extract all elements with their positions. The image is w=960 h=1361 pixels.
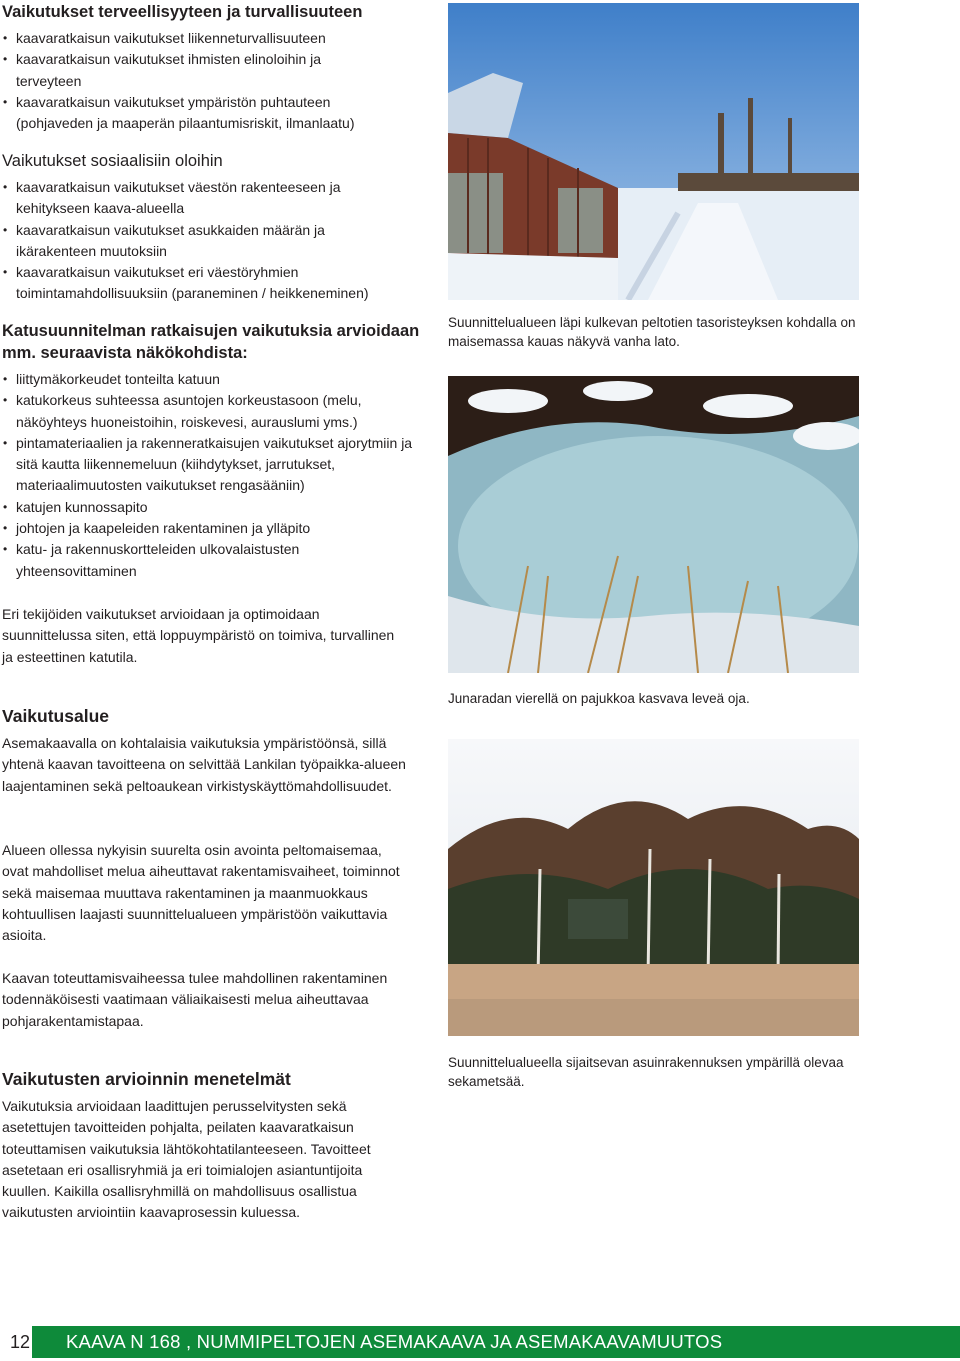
section-heading-impact-area: Vaikutusalue xyxy=(2,706,109,726)
section-heading-methods: Vaikutusten arvioinnin menetelmät xyxy=(2,1069,291,1089)
street-plan-paragraph: Eri tekijöiden vaikutukset arvioidaan ja optimoidaan suunnittelussa siten, että loppuympäristö on toimiva, turvallinen ja esteettinen katutila. xyxy=(2,606,395,665)
list-item: • katukorkeus suhteessa asuntojen korkeustasoon (melu, näköyhteys huoneistoihin, roiskevesi, aurauslumi yms.) xyxy=(2,390,391,433)
list-item: • kaavaratkaisun vaikutukset asukkaiden määrän ja ikärakenteen muutoksiin xyxy=(2,220,361,263)
list-item: • kaavaratkaisun vaikutukset eri väestöryhmien toimintamahdollisuuksiin (paraneminen / heikkeneminen) xyxy=(2,262,416,305)
section-heading-street-plan: Katusuunnitelman ratkaisujen vaikutuksia arvioidaan mm. seuraavista näkökohdista: xyxy=(2,322,420,362)
health-safety-list xyxy=(2,28,412,134)
list-item: • kaavaratkaisun vaikutukset ihmisten elinoloihin ja terveyteen xyxy=(2,49,371,92)
photo-caption: Junaradan vierellä on pajukkoa kasvava leveä oja. xyxy=(448,691,750,706)
impact-area-paragraph: Asemakaavalla on kohtalaisia vaikutuksia ympäristöönsä, sillä yhtenä kaavan tavoitteena on selvittää Lankilan työpaikka-alueen laajentaminen sekä peltoaukean virkistyskäyttömahdollisuudet. xyxy=(2,735,406,794)
methods-paragraph: Vaikutuksia arvioidaan laadittujen perusselvitysten sekä asetettujen tavoitteiden pohjalta, peilaten kaavaratkaisun toteuttamisen vaikutuksia lähtökohtatilanteeseen. Tavoitteet asetetaan eri osallisryhmiä ja eri toimialojen asiantuntijoita kuullen. Kaikilla osallisryhmillä on mahdollisuus osallistua vaikutusten arviointiin kaavaprosessin kuluessa. xyxy=(2,1098,371,1221)
photo-ditch xyxy=(448,376,859,673)
page-number: 12 xyxy=(9,1332,30,1352)
footer-bar xyxy=(32,1326,960,1358)
photo-caption: Suunnittelualueen läpi kulkevan peltotien tasoristeyksen kohdalla on maisemassa kauas näkyvä vanha lato. xyxy=(448,315,856,349)
list-item: • liittymäkorkeudet tonteilta katuun xyxy=(2,369,412,390)
impact-area-paragraph: Alueen ollessa nykyisin suurelta osin avointa peltomaisemaa, ovat mahdolliset melua aiheuttavat rakentamisvaiheet, toiminnot sekä maisemaa muuttava rakentaminen ja maanmuokkaus kohtuullisen laajasti suunnittelualueen ympäristöön vaikuttavia asioita. xyxy=(2,842,400,944)
photo-forest xyxy=(448,739,859,1036)
list-item: • pintamateriaalien ja rakenneratkaisujen vaikutukset ajorytmiin ja sitä kautta liikennemeluun (kiihdytykset, jarrutukset, materiaalimuutosten vaikutukset rengasääniin) xyxy=(2,433,426,497)
photo-barn xyxy=(448,3,859,300)
list-item: • katu- ja rakennuskortteleiden ulkovalaistusten yhteensovittaminen xyxy=(2,539,336,582)
impact-area-paragraph: Kaavan toteuttamisvaiheessa tulee mahdollinen rakentaminen todennäköisesti vaatimaan väliaikaisesti melua aiheuttavaa pohjarakentamistapaa. xyxy=(2,970,388,1029)
section-heading-health-safety: Vaikutukset terveellisyyteen ja turvallisuuteen xyxy=(2,3,363,21)
list-item: • kaavaratkaisun vaikutukset liikenneturvallisuuteen xyxy=(2,28,412,49)
list-item: • katujen kunnossapito xyxy=(2,497,412,518)
list-item: • kaavaratkaisun vaikutukset väestön rakenteeseen ja kehitykseen kaava-alueella xyxy=(2,177,376,220)
list-item: • johtojen ja kaapeleiden rakentaminen ja ylläpito xyxy=(2,518,412,539)
photo-caption: Suunnittelualueella sijaitsevan asuinrakennuksen ympärillä olevaa sekametsää. xyxy=(448,1055,844,1089)
street-plan-list xyxy=(2,369,412,582)
social-list xyxy=(2,177,412,305)
list-item: • kaavaratkaisun vaikutukset ympäristön puhtauteen (pohjaveden ja maaperän pilaantumisriskit, ilmanlaatu) xyxy=(2,92,396,135)
footer-title: KAAVA N 168 , NUMMIPELTOJEN ASEMAKAAVA JA ASEMAKAAVAMUUTOS xyxy=(66,1331,723,1352)
section-heading-social: Vaikutukset sosiaalisiin oloihin xyxy=(2,152,223,170)
